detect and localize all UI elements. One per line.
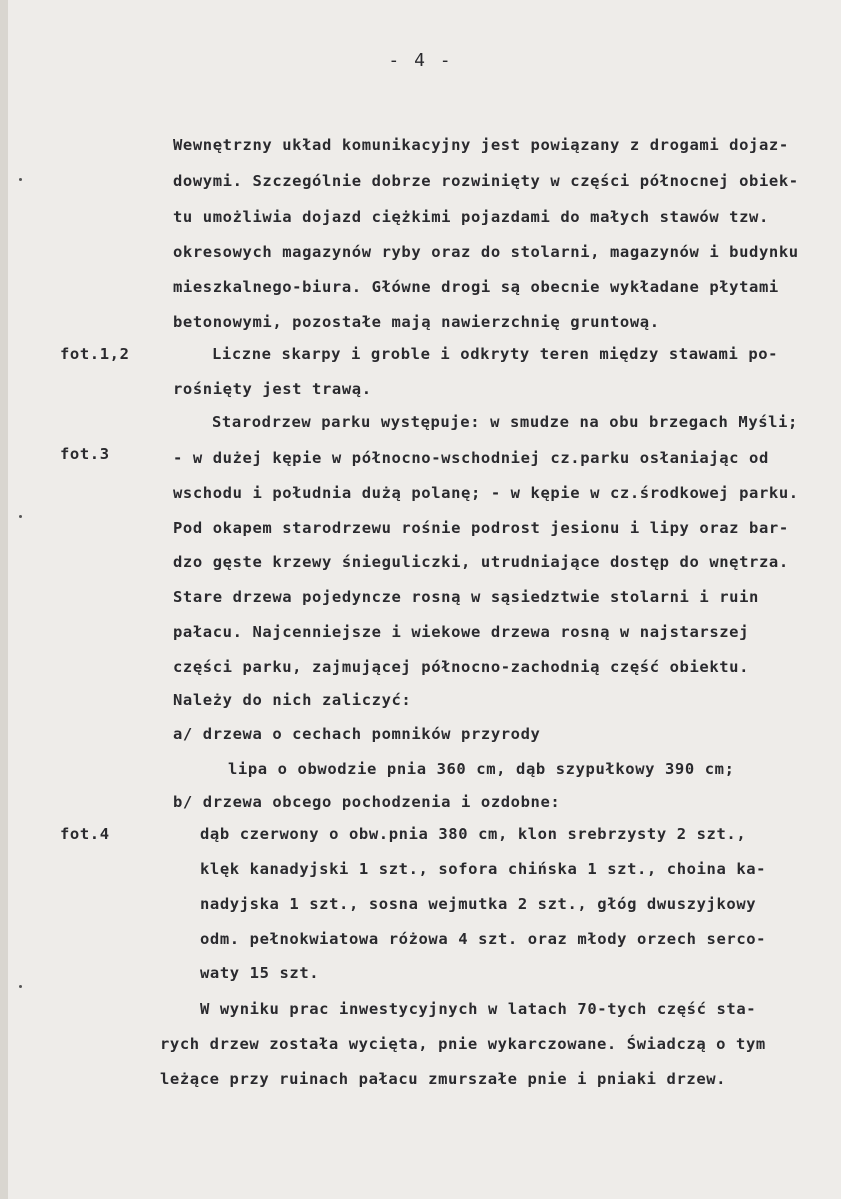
text-line: - w dużej kępie w północno-wschodniej cz.parku osłaniając od	[173, 449, 769, 467]
text-line: dzo gęste krzewy śnieguliczki, utrudniające dostęp do wnętrza.	[173, 553, 789, 571]
text-line: części parku, zajmującej północno-zachodnią część obiektu.	[173, 658, 750, 676]
text-line: Liczne skarpy i groble i odkryty teren między stawami po-	[212, 345, 779, 363]
text-line: wschodu i południa dużą polanę; - w kępie w cz.środkowej parku.	[173, 484, 799, 502]
text-line: leżące przy ruinach pałacu zmurszałe pnie i pniaki drzew.	[160, 1070, 727, 1088]
margin-note-photo: fot.1,2	[60, 345, 130, 363]
text-line: mieszkalnego-biura. Główne drogi są obecnie wykładane płytami	[173, 278, 779, 296]
margin-note-photo: fot.3	[60, 445, 110, 463]
text-line: betonowymi, pozostałe mają nawierzchnię gruntową.	[173, 313, 660, 331]
text-line: waty 15 szt.	[200, 964, 320, 982]
text-line: dąb czerwony o obw.pnia 380 cm, klon srebrzysty 2 szt.,	[200, 825, 747, 843]
list-item-b: b/ drzewa obcego pochodzenia i ozdobne:	[173, 793, 561, 811]
page-number: - 4 -	[388, 50, 453, 71]
binder-hole	[19, 178, 22, 181]
text-line: Stare drzewa pojedyncze rosną w sąsiedztwie stolarni i ruin	[173, 588, 759, 606]
binder-hole	[19, 985, 22, 988]
text-line: rych drzew została wycięta, pnie wykarczowane. Świadczą o tym	[160, 1035, 766, 1053]
text-line: W wyniku prac inwestycyjnych w latach 70-tych część sta-	[200, 1000, 757, 1018]
text-line: rośnięty jest trawą.	[173, 380, 372, 398]
text-line: klęk kanadyjski 1 szt., sofora chińska 1 szt., choina ka-	[200, 860, 767, 878]
list-item-a: a/ drzewa o cechach pomników przyrody	[173, 725, 541, 743]
text-line: dowymi. Szczególnie dobrze rozwinięty w części północnej obiek-	[173, 172, 799, 190]
binder-hole	[19, 515, 22, 518]
text-line: Należy do nich zaliczyć:	[173, 691, 412, 709]
text-line: nadyjska 1 szt., sosna wejmutka 2 szt., głóg dwuszyjkowy	[200, 895, 757, 913]
text-line: lipa o obwodzie pnia 360 cm, dąb szypułkowy 390 cm;	[228, 760, 735, 778]
text-line: Starodrzew parku występuje: w smudze na obu brzegach Myśli;	[212, 413, 798, 431]
text-line: Pod okapem starodrzewu rośnie podrost jesionu i lipy oraz bar-	[173, 519, 789, 537]
text-line: odm. pełnokwiatowa różowa 4 szt. oraz młody orzech serco-	[200, 930, 767, 948]
margin-note-photo: fot.4	[60, 825, 110, 843]
text-line: Wewnętrzny układ komunikacyjny jest powiązany z drogami dojaz-	[173, 136, 789, 154]
text-line: pałacu. Najcenniejsze i wiekowe drzewa rosną w najstarszej	[173, 623, 750, 641]
text-line: okresowych magazynów ryby oraz do stolarni, magazynów i budynku	[173, 243, 799, 261]
page-edge	[0, 0, 8, 1199]
text-line: tu umożliwia dojazd ciężkimi pojazdami do małych stawów tzw.	[173, 208, 769, 226]
